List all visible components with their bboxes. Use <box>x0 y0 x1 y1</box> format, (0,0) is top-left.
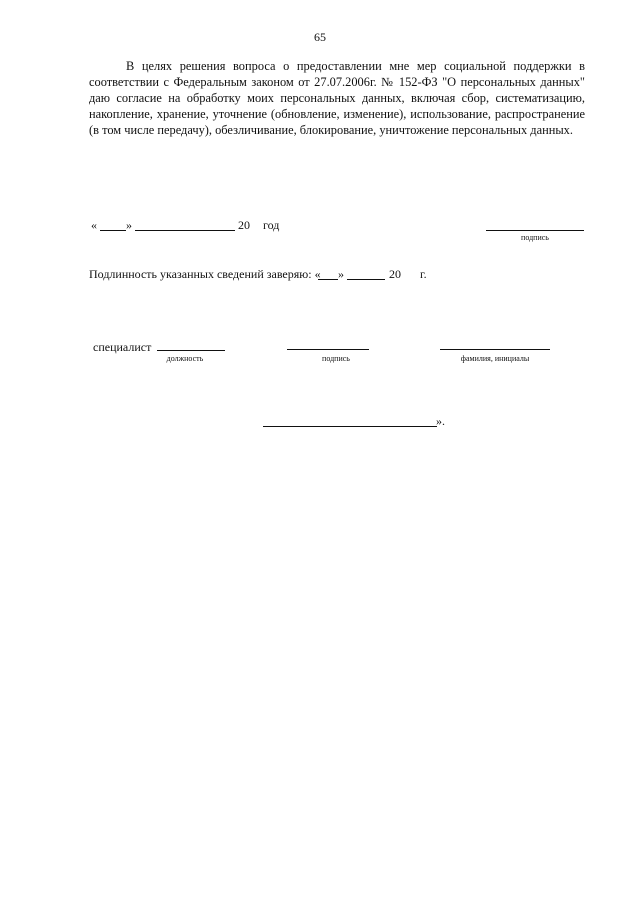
closing-blank-line <box>263 426 437 427</box>
cert-year-prefix: 20 <box>389 267 401 281</box>
position-caption: должность <box>166 354 204 363</box>
date-close-quote: » <box>126 218 132 232</box>
cert-close-quote: » <box>338 267 344 281</box>
date-open-quote: « <box>91 218 97 232</box>
specialist-label: специалист <box>93 340 152 354</box>
closing-mark: ». <box>436 414 445 428</box>
date-year-prefix: 20 <box>238 218 250 232</box>
position-blank-line <box>157 350 225 351</box>
page-number: 65 <box>314 30 326 44</box>
name-blank-line <box>440 349 550 350</box>
specialist-signature-caption: подпись <box>322 354 350 363</box>
month-blank-line <box>135 230 235 231</box>
name-caption: фамилия, инициалы <box>460 354 530 363</box>
applicant-signature-caption: подпись <box>521 233 549 242</box>
consent-paragraph: В целях решения вопроса о предоставлении мне мер социальной поддержки в соответствии с Федеральным законом от 27.07.2006г. № 152-ФЗ "О персональных данных" даю согласие на обработку моих персональных данных, включая сбор, систематизацию, накопление, хранение, уточнение (обновление, изменение), использование, распространение (в том числе передачу), обезличивание, блокирование, уничтожение персональных данных. <box>89 59 585 137</box>
specialist-signature-line <box>287 349 369 350</box>
cert-month-blank-line <box>347 279 385 280</box>
applicant-signature-line <box>486 230 584 231</box>
date-year-suffix: год <box>263 218 280 232</box>
cert-year-suffix: г. <box>420 267 427 281</box>
certification-text: Подлинность указанных сведений заверяю: « <box>89 267 321 281</box>
cert-day-blank-line <box>318 279 338 280</box>
consent-statement <box>89 58 585 138</box>
day-blank-line <box>100 230 126 231</box>
